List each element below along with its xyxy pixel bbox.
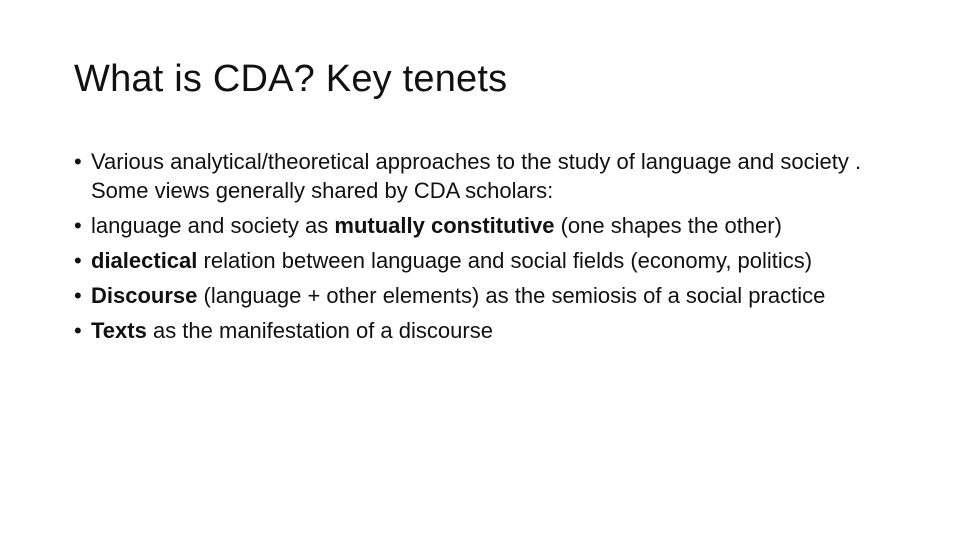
- bullet-list: [74, 147, 874, 351]
- bullet-text-suffix: (one shapes the other): [554, 213, 782, 238]
- bullet-text-suffix: (language + other elements) as the semiosis of a social practice: [197, 283, 826, 308]
- bullet-icon: •: [74, 318, 82, 343]
- bullet-text-suffix: as the manifestation of a discourse: [146, 318, 493, 343]
- bullet-item: [74, 147, 874, 205]
- bullet-text-prefix: language and society as: [91, 213, 335, 238]
- bullet-item: [74, 281, 874, 310]
- bullet-emphasis: Discourse: [91, 283, 198, 308]
- bullet-item: [74, 246, 874, 275]
- bullet-emphasis: dialectical: [91, 248, 198, 273]
- bullet-item: [74, 211, 874, 240]
- bullet-text-suffix: relation between language and social fields (economy, politics): [197, 248, 813, 273]
- slide-title: What is CDA? Key tenets: [74, 58, 508, 100]
- bullet-emphasis: Texts: [91, 318, 147, 343]
- bullet-icon: •: [74, 248, 82, 273]
- bullet-icon: •: [74, 213, 82, 238]
- bullet-icon: •: [74, 149, 82, 174]
- bullet-text: Various analytical/theoretical approaches to the study of language and society . Some views generally shared by CDA scholars:: [91, 149, 862, 203]
- bullet-item: [74, 316, 874, 345]
- bullet-icon: •: [74, 283, 82, 308]
- bullet-emphasis: mutually constitutive: [334, 213, 555, 238]
